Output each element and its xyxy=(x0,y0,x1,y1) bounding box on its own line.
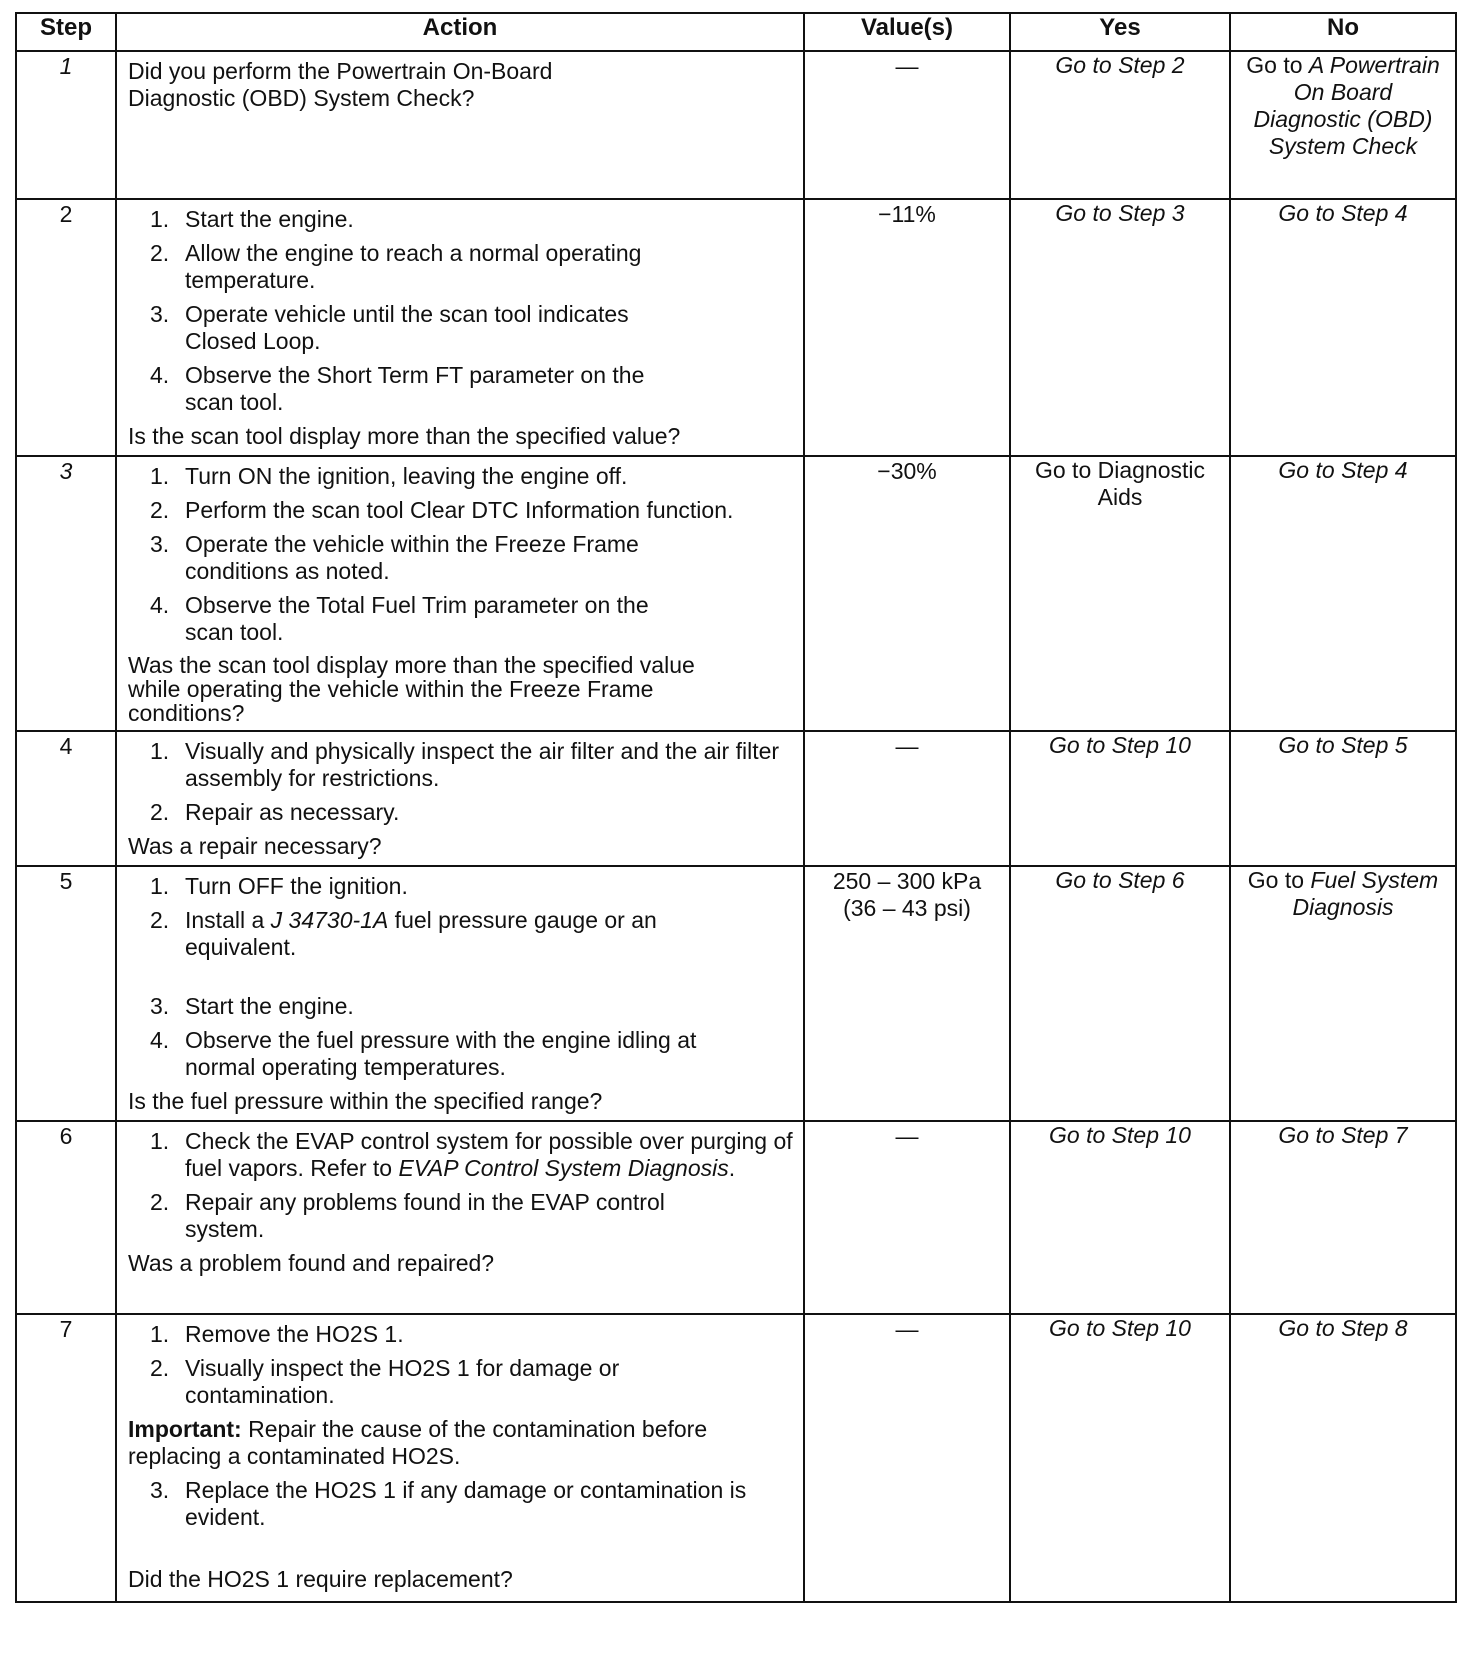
table-row xyxy=(16,731,1456,866)
table-header-row xyxy=(16,13,1456,51)
action-step: 4. Observe the Short Term FT parameter on the scan tool. xyxy=(150,362,645,415)
action-steps xyxy=(128,873,795,1081)
header-values: Value(s) xyxy=(804,13,1010,51)
action-question: Did the HO2S 1 require replacement? xyxy=(128,1566,513,1592)
value-kpa: 250 – 300 kPa xyxy=(832,868,982,894)
action-step: 1. Start the engine. xyxy=(150,206,354,232)
no-cell: Go to Step 5 xyxy=(1230,731,1456,866)
header-action: Action xyxy=(116,13,804,51)
table-row xyxy=(16,199,1456,456)
value-cell: — xyxy=(804,51,1010,199)
no-prefix: Go to xyxy=(1247,867,1311,893)
action-step: 3. Operate the vehicle within the Freeze Frame conditions as noted. xyxy=(150,531,639,584)
step-number: 5 xyxy=(16,866,116,1121)
yes-cell: Go to Step 3 xyxy=(1010,199,1230,456)
step-number: 4 xyxy=(16,731,116,866)
action-cell xyxy=(116,731,804,866)
yes-cell: Go to Step 2 xyxy=(1010,51,1230,199)
value-cell: — xyxy=(804,1121,1010,1314)
header-step: Step xyxy=(16,13,116,51)
step-number: 6 xyxy=(16,1121,116,1314)
no-reference: Fuel System Diagnosis xyxy=(1292,867,1439,920)
table-row xyxy=(16,1121,1456,1314)
diagnostic-table xyxy=(15,12,1457,1603)
action-steps xyxy=(128,1477,795,1531)
table-row xyxy=(16,1314,1456,1602)
no-cell xyxy=(1230,51,1456,199)
no-reference: A Powertrain On Board Diagnostic (OBD) System Check xyxy=(1253,52,1440,159)
action-step: 3. Operate vehicle until the scan tool indicates Closed Loop. xyxy=(150,301,629,354)
action-step: 2. Repair as necessary. xyxy=(150,799,400,825)
value-cell: — xyxy=(804,731,1010,866)
no-prefix: Go to xyxy=(1246,52,1309,78)
action-step: 3. Replace the HO2S 1 if any damage or contamination is evident. xyxy=(150,1477,747,1530)
spacer xyxy=(128,1538,795,1566)
action-step: 4. Observe the fuel pressure with the engine idling at normal operating temperatures. xyxy=(150,1027,697,1080)
action-step: 1. Remove the HO2S 1. xyxy=(150,1321,404,1347)
no-cell: Go to Step 4 xyxy=(1230,199,1456,456)
table-row xyxy=(16,51,1456,199)
action-steps xyxy=(128,1128,795,1243)
action-step: 2. Visually inspect the HO2S 1 for damage or contamination. xyxy=(150,1355,620,1408)
action-cell xyxy=(116,1314,804,1602)
action-steps xyxy=(128,1321,795,1409)
action-step: 2. Install a J 34730-1A fuel pressure gauge or an equivalent. xyxy=(150,907,657,960)
step-number: 3 xyxy=(16,456,116,731)
action-question: Was a repair necessary? xyxy=(128,833,382,859)
no-cell: Go to Step 8 xyxy=(1230,1314,1456,1602)
value-cell xyxy=(804,866,1010,1121)
action-cell xyxy=(116,866,804,1121)
no-cell: Go to Step 4 xyxy=(1230,456,1456,731)
action-step: 1. Check the EVAP control system for possible over purging of fuel vapors. Refer to EVAP Control System Diagnosis. xyxy=(150,1128,793,1181)
no-cell xyxy=(1230,866,1456,1121)
action-steps xyxy=(128,738,795,826)
yes-cell: Go to Diagnostic Aids xyxy=(1010,456,1230,731)
step-number: 1 xyxy=(16,51,116,199)
important-label: Important: xyxy=(128,1416,242,1442)
value-cell: −30% xyxy=(804,456,1010,731)
table-row xyxy=(16,866,1456,1121)
action-step: 2. Allow the engine to reach a normal operating temperature. xyxy=(150,240,642,293)
action-steps xyxy=(128,463,795,646)
yes-cell: Go to Step 6 xyxy=(1010,866,1230,1121)
action-cell xyxy=(116,1121,804,1314)
action-step: 2. Repair any problems found in the EVAP control system. xyxy=(150,1189,665,1242)
header-no: No xyxy=(1230,13,1456,51)
tool-reference: J 34730-1A xyxy=(270,907,389,933)
step-number: 2 xyxy=(16,199,116,456)
action-question: Did you perform the Powertrain On-Board Diagnostic (OBD) System Check? xyxy=(128,58,553,111)
action-step: 2. Perform the scan tool Clear DTC Information function. xyxy=(150,497,734,523)
table-row xyxy=(16,456,1456,731)
value-cell: −11% xyxy=(804,199,1010,456)
action-steps xyxy=(128,206,795,416)
value-cell: — xyxy=(804,1314,1010,1602)
action-step: 4. Observe the Total Fuel Trim parameter on the scan tool. xyxy=(150,592,649,645)
action-step: 1. Visually and physically inspect the air filter and the air filter assembly for restrictions. xyxy=(150,738,780,791)
no-cell: Go to Step 7 xyxy=(1230,1121,1456,1314)
action-question: Is the fuel pressure within the specified range? xyxy=(128,1088,603,1114)
action-cell xyxy=(116,456,804,731)
procedure-reference: EVAP Control System Diagnosis xyxy=(398,1155,729,1181)
action-cell xyxy=(116,51,804,199)
yes-cell: Go to Step 10 xyxy=(1010,731,1230,866)
action-step: 1. Turn ON the ignition, leaving the engine off. xyxy=(150,463,628,489)
action-step: 1. Turn OFF the ignition. xyxy=(150,873,408,899)
action-step: 3. Start the engine. xyxy=(150,993,354,1019)
important-note: Important: Repair the cause of the contamination before replacing a contaminated HO2S. xyxy=(128,1416,708,1469)
value-psi: (36 – 43 psi) xyxy=(843,895,971,921)
action-question: Was a problem found and repaired? xyxy=(128,1250,495,1276)
action-cell xyxy=(116,199,804,456)
action-question: Was the scan tool display more than the specified value while operating the vehicle within the Freeze Frame conditions? xyxy=(128,652,695,726)
action-question: Is the scan tool display more than the specified value? xyxy=(128,423,681,449)
yes-cell: Go to Step 10 xyxy=(1010,1314,1230,1602)
step-number: 7 xyxy=(16,1314,116,1602)
yes-cell: Go to Step 10 xyxy=(1010,1121,1230,1314)
header-yes: Yes xyxy=(1010,13,1230,51)
